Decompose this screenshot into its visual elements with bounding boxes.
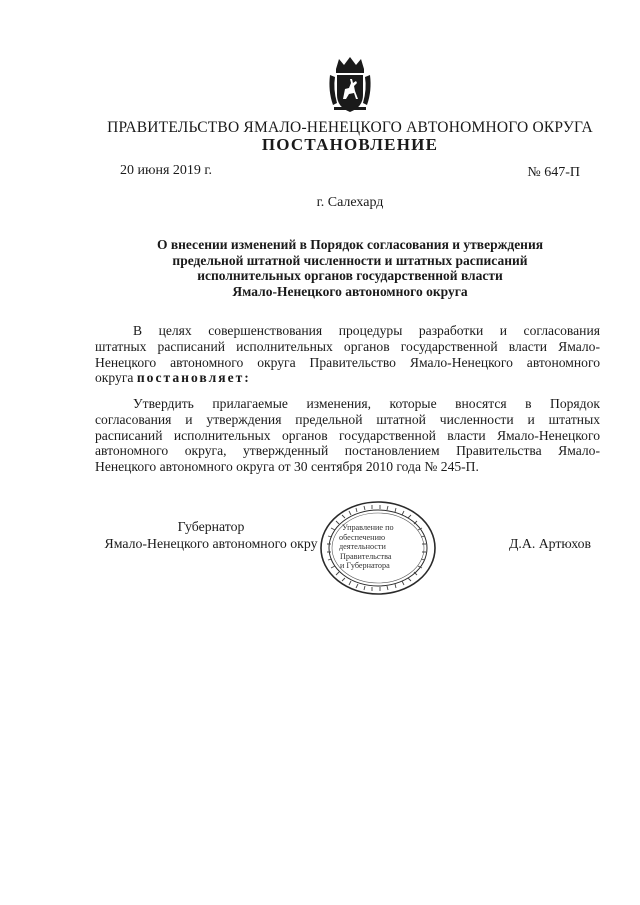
paragraph-line: автономного округа, утвержденный постановлением Правительства Ямало- xyxy=(95,443,600,459)
document-date: 20 июня 2019 г. xyxy=(120,163,213,178)
document-city: г. Салехард xyxy=(316,195,384,210)
position-line: Губернатор xyxy=(177,519,245,534)
title-line: Ямало-Ненецкого автономного округа xyxy=(232,283,468,299)
document-title xyxy=(120,237,580,299)
stamp-text xyxy=(336,523,428,571)
paragraph-line: Утвердить прилагаемые изменения, которые вносятся в Порядок xyxy=(133,396,600,411)
paragraph-line: Ненецкого автономного округа от 30 сентября 2010 года № 245-П. xyxy=(95,459,479,475)
resolution-keyword: постановляет: xyxy=(136,370,251,386)
title-line: предельной штатной численности и штатных расписаний xyxy=(172,252,528,268)
stamp-line: Управление по xyxy=(342,523,394,532)
stamp-line: деятельности xyxy=(339,542,386,552)
paragraph-line-text: округа xyxy=(95,370,134,386)
paragraph-line: согласования и утверждения предельной штатной численности и штатных xyxy=(95,411,600,427)
paragraph-line: В целях совершенствования процедуры разработки и согласования xyxy=(133,323,600,338)
paragraph-line: Ненецкого автономного округа Правительство Ямало-Ненецкого автономного xyxy=(95,354,600,370)
resolution-paragraph xyxy=(95,396,600,475)
coat-of-arms-icon xyxy=(327,55,373,115)
position-line: Ямало-Ненецкого автономного окру xyxy=(104,536,318,551)
stamp-line: обеспечению xyxy=(339,532,386,542)
preamble-paragraph xyxy=(95,323,600,386)
paragraph-line: расписаний исполнительных органов государственной власти Ямало-Ненецкого xyxy=(95,427,600,443)
stamp-line: и Губернатора xyxy=(340,561,390,571)
signatory-position xyxy=(96,518,326,552)
title-line: исполнительных органов государственной власти xyxy=(197,268,503,283)
document-number: № 647-П xyxy=(527,165,580,180)
stamp-line: Правительства xyxy=(340,551,392,561)
title-line: О внесении изменений в Порядок согласования и утверждения xyxy=(156,237,544,252)
signatory-name: Д.А. Артюхов xyxy=(509,536,591,551)
paragraph-line: штатных расписаний исполнительных органов государственной власти Ямало- xyxy=(95,338,600,354)
document-type: ПОСТАНОВЛЕНИЕ xyxy=(261,135,439,154)
government-name: ПРАВИТЕЛЬСТВО ЯМАЛО-НЕНЕЦКОГО АВТОНОМНОГО ОКРУГА xyxy=(107,119,593,136)
paragraph-line xyxy=(95,370,600,386)
